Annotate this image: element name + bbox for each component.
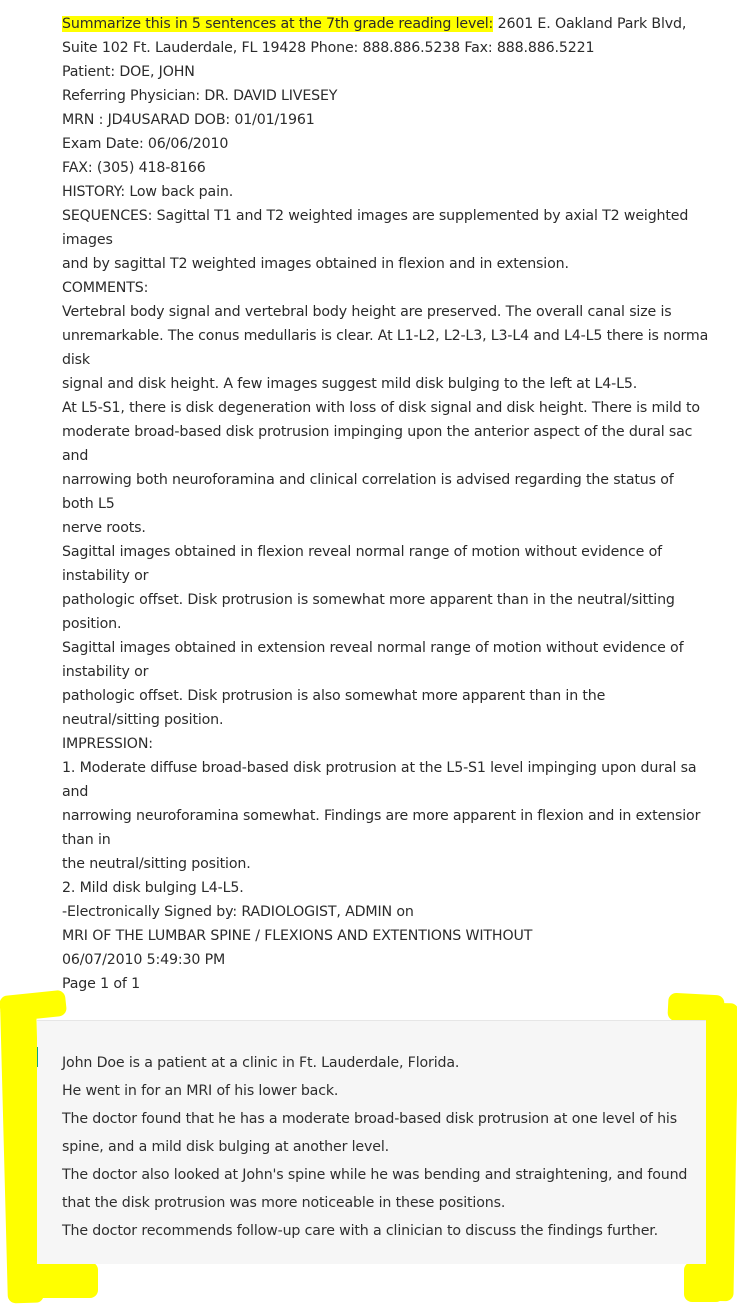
prompt-line: 06/07/2010 5:49:30 PM bbox=[62, 952, 226, 968]
prompt-line: At L5-S1, there is disk degeneration with loss of disk signal and disk height. There is mild to bbox=[62, 400, 700, 416]
prompt-line: and bbox=[62, 784, 89, 800]
prompt-line: HISTORY: Low back pain. bbox=[62, 184, 234, 200]
prompt-line: instability or bbox=[62, 568, 149, 584]
prompt-line: Exam Date: 06/06/2010 bbox=[62, 136, 229, 152]
response-line: that the disk protrusion was more noticeable in these positions. bbox=[62, 1195, 506, 1211]
prompt-line: 1. Moderate diffuse broad-based disk protrusion at the L5-S1 level impinging upon dural sa bbox=[62, 760, 697, 776]
prompt-line: both L5 bbox=[62, 496, 115, 512]
prompt-line: Patient: DOE, JOHN bbox=[62, 64, 195, 80]
prompt-line: Referring Physician: DR. DAVID LIVESEY bbox=[62, 88, 338, 104]
prompt-line: SEQUENCES: Sagittal T1 and T2 weighted images are supplemented by axial T2 weighted bbox=[62, 208, 689, 224]
prompt-report-lines bbox=[62, 36, 722, 996]
response-line: He went in for an MRI of his lower back. bbox=[62, 1083, 339, 1099]
prompt-line: nerve roots. bbox=[62, 520, 146, 536]
assistant-response-text bbox=[62, 1049, 702, 1245]
prompt-line: narrowing both neuroforamina and clinical correlation is advised regarding the status of bbox=[62, 472, 674, 488]
prompt-line: than in bbox=[62, 832, 111, 848]
marker-stroke-bottom-left bbox=[28, 1262, 98, 1298]
prompt-line: -Electronically Signed by: RADIOLOGIST, ADMIN on bbox=[62, 904, 414, 920]
prompt-line: unremarkable. The conus medullaris is clear. At L1-L2, L2-L3, L3-L4 and L4-L5 there is norma bbox=[62, 328, 709, 344]
prompt-line: Sagittal images obtained in extension reveal normal range of motion without evidence of bbox=[62, 640, 684, 656]
prompt-line: narrowing neuroforamina somewhat. Findings are more apparent in flexion and in extensior bbox=[62, 808, 701, 824]
prompt-line: MRN : JD4USARAD DOB: 01/01/1961 bbox=[62, 112, 315, 128]
prompt-line: signal and disk height. A few images suggest mild disk bulging to the left at L4-L5. bbox=[62, 376, 638, 392]
marker-stroke-bottom-right bbox=[684, 1262, 724, 1302]
prompt-line: moderate broad-based disk protrusion impinging upon the anterior aspect of the dural sac bbox=[62, 424, 693, 440]
prompt-line: Sagittal images obtained in flexion reveal normal range of motion without evidence of bbox=[62, 544, 662, 560]
response-line: The doctor recommends follow-up care with a clinician to discuss the findings further. bbox=[62, 1223, 659, 1239]
prompt-line: Vertebral body signal and vertebral body height are preserved. The overall canal size is bbox=[62, 304, 672, 320]
prompt-line: images bbox=[62, 232, 113, 248]
assistant-response-card bbox=[37, 1020, 706, 1264]
prompt-line: Suite 102 Ft. Lauderdale, FL 19428 Phone: 888.886.5238 Fax: 888.886.5221 bbox=[62, 40, 595, 56]
highlighted-instruction: Summarize this in 5 sentences at the 7th grade reading level: bbox=[62, 16, 494, 32]
response-line: John Doe is a patient at a clinic in Ft. Lauderdale, Florida. bbox=[62, 1055, 460, 1071]
response-line: The doctor found that he has a moderate broad-based disk protrusion at one level of his bbox=[62, 1111, 677, 1127]
prompt-line: position. bbox=[62, 616, 122, 632]
prompt-first-line bbox=[62, 12, 722, 36]
prompt-line: instability or bbox=[62, 664, 149, 680]
prompt-first-line-rest: 2601 E. Oakland Park Blvd, bbox=[493, 16, 687, 32]
prompt-line: neutral/sitting position. bbox=[62, 712, 224, 728]
prompt-line: MRI OF THE LUMBAR SPINE / FLEXIONS AND EXTENTIONS WITHOUT bbox=[62, 928, 533, 944]
prompt-line: pathologic offset. Disk protrusion is also somewhat more apparent than in the bbox=[62, 688, 606, 704]
prompt-line: IMPRESSION: bbox=[62, 736, 153, 752]
response-line: spine, and a mild disk bulging at another level. bbox=[62, 1139, 389, 1155]
prompt-line: COMMENTS: bbox=[62, 280, 149, 296]
prompt-line: the neutral/sitting position. bbox=[62, 856, 251, 872]
prompt-line: FAX: (305) 418-8166 bbox=[62, 160, 206, 176]
response-line: The doctor also looked at John's spine while he was bending and straightening, and found bbox=[62, 1167, 688, 1183]
prompt-line: 2. Mild disk bulging L4-L5. bbox=[62, 880, 244, 896]
user-prompt-message bbox=[62, 12, 722, 996]
prompt-line: disk bbox=[62, 352, 90, 368]
prompt-line: and by sagittal T2 weighted images obtained in flexion and in extension. bbox=[62, 256, 569, 272]
prompt-line: pathologic offset. Disk protrusion is somewhat more apparent than in the neutral/sitting bbox=[62, 592, 675, 608]
prompt-line: Page 1 of 1 bbox=[62, 976, 140, 992]
response-caret bbox=[37, 1047, 38, 1067]
prompt-line: and bbox=[62, 448, 89, 464]
